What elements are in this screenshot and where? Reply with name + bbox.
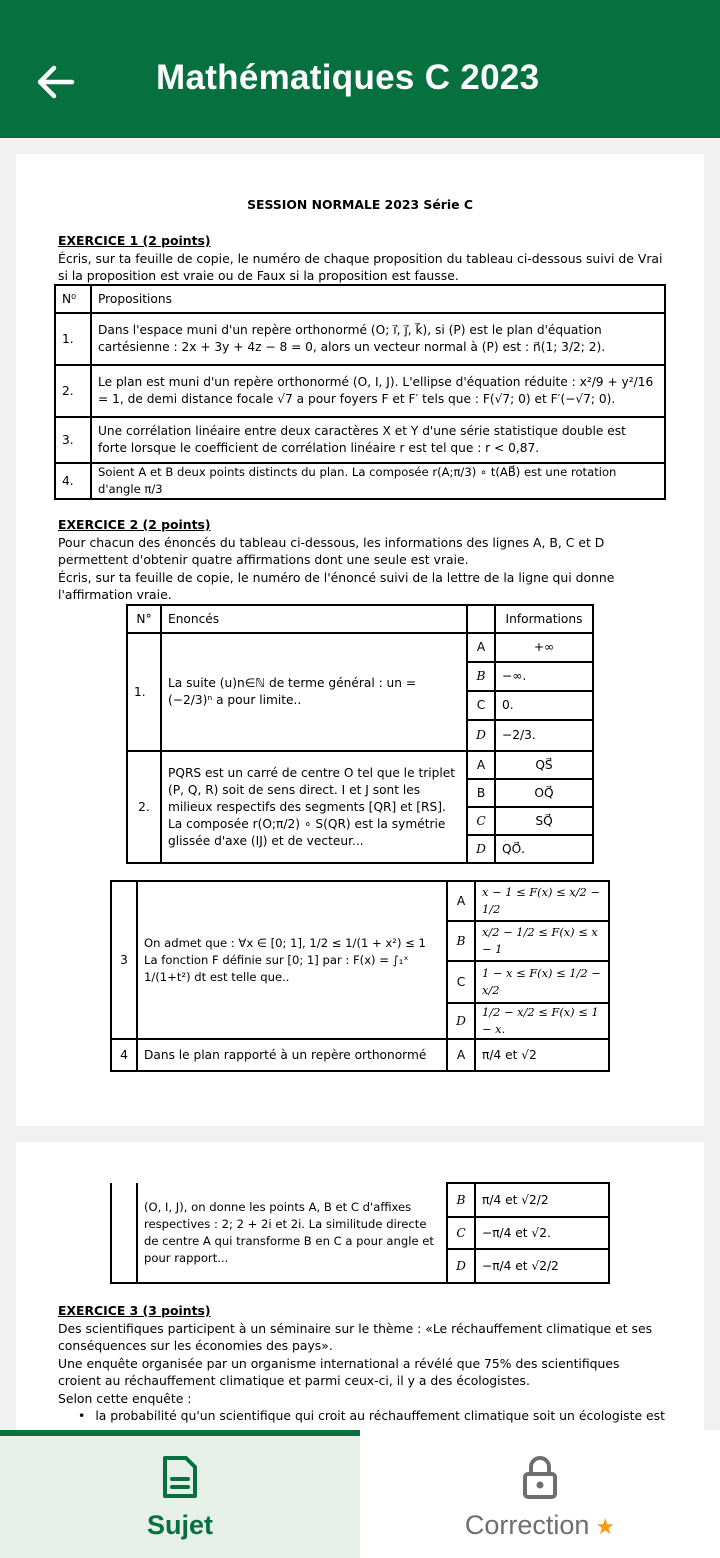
option-text: +∞ [495, 633, 593, 662]
exercise-1-table [54, 284, 666, 500]
back-button[interactable] [30, 56, 82, 108]
table-row [55, 463, 665, 499]
option-text: 1/2 − x/2 ≤ F(x) ≤ 1 − x. [475, 1003, 609, 1039]
table-header-row [55, 285, 665, 313]
question-num: 4 [111, 1039, 137, 1071]
option-letter: B [447, 921, 475, 961]
bullet-dot: • [78, 1408, 86, 1423]
option-text: SQ⃗ [495, 807, 593, 835]
exercise-3-bullet [58, 1407, 664, 1425]
tab-sujet-label: Sujet [146, 1510, 213, 1540]
table-row [111, 1183, 609, 1217]
exercise-1-intro [58, 232, 664, 285]
tab-sujet[interactable] [0, 1430, 360, 1558]
option-text: −π/4 et √2. [475, 1217, 609, 1249]
option-text: 1 − x ≤ F(x) ≤ 1/2 − x/2 [475, 961, 609, 1003]
question-num: 2. [127, 751, 161, 863]
star-icon: ★ [595, 1514, 616, 1539]
option-text: −π/4 et √2/2 [475, 1249, 609, 1283]
table-row [55, 365, 665, 417]
table-row [127, 633, 593, 662]
exercise-2-title: EXERCICE 2 (2 points) [58, 517, 211, 532]
option-letter: A [447, 881, 475, 921]
row-text: Soient A et B deux points distincts du plan. La composée r(A;π/3) ∘ t(AB⃗) est une rotation d'angle π/3 [91, 463, 665, 499]
tab-correction[interactable] [360, 1430, 720, 1558]
question-num-cont [111, 1183, 137, 1283]
option-text: 0. [495, 691, 593, 720]
option-letter: B [447, 1183, 475, 1217]
option-text: π/4 et √2/2 [475, 1183, 609, 1217]
row-num: 3. [55, 417, 91, 463]
question-num: 3 [111, 881, 137, 1039]
exercise-3-paragraph: Selon cette enquête : [58, 1390, 192, 1406]
document-page-2 [16, 1142, 704, 1442]
option-text: −2/3. [495, 720, 593, 751]
exercise-2-intro [58, 516, 664, 604]
header-propositions: Propositions [91, 285, 665, 313]
question-text: On admet que : ∀x ∈ [0; 1], 1/2 ≤ 1/(1 + x²) ≤ 1 La fonction F définie sur [0; 1] par : F(x) = ∫₁ˣ 1/(1+t²) dt est telle que.. [137, 881, 447, 1039]
option-letter: D [447, 1003, 475, 1039]
exercise-3-paragraph: Des scientifiques participent à un séminaire sur le thème : «Le réchauffement climatique et ses conséquences sur les économies des pays». [58, 1320, 653, 1353]
option-letter: C [447, 961, 475, 1003]
option-letter: A [467, 633, 495, 662]
option-letter: B [467, 779, 495, 807]
option-text: −∞. [495, 662, 593, 691]
option-letter: A [467, 751, 495, 779]
option-text: OQ⃗ [495, 779, 593, 807]
option-text: x − 1 ≤ F(x) ≤ x/2 − 1/2 [475, 881, 609, 921]
option-letter: C [467, 807, 495, 835]
question-text: (O, I, J), on donne les points A, B et C d'affixes respectives : 2; 2 + 2i et 2i. La similitude directe de centre A qui transforme B en C a pour angle et pour rapport... [137, 1183, 447, 1283]
exercise-2-table [126, 604, 594, 864]
header-letter [467, 605, 495, 633]
tab-correction-label-row [360, 1510, 720, 1541]
question-text: La suite (u)n∈ℕ de terme général : un = (−2/3)ⁿ a pour limite.. [161, 633, 467, 751]
table-row [55, 417, 665, 463]
question-text: Dans le plan rapporté à un repère orthonormé [137, 1039, 447, 1071]
option-text: x/2 − 1/2 ≤ F(x) ≤ x − 1 [475, 921, 609, 961]
row-text: Dans l'espace muni d'un repère orthonormé (O; i⃗, j⃗, k⃗), si (P) est le plan d'équation cartésienne : 2x + 3y + 4z − 8 = 0, alors un vecteur normal à (P) est : n⃗(1; 3/2; 2). [91, 313, 665, 365]
option-letter: C [467, 691, 495, 720]
row-text: Le plan est muni d'un repère orthonormé (O, I, J). L'ellipse d'équation réduite : x²/9 + y²/16 = 1, de demi distance focale √7 a pour foyers F et F′ tels que : F(√7; 0) et F′(−√7; 0). [91, 365, 665, 417]
exercise-2-table-continued-2 [110, 1182, 610, 1284]
row-text: Une corrélation linéaire entre deux caractères X et Y d'une série statistique double est forte lorsque le coefficient de corrélation linéaire r est tel que : r < 0,87. [91, 417, 665, 463]
bottom-navigation [0, 1430, 720, 1558]
exercise-2-table-continued [110, 880, 610, 1072]
active-tab-indicator [0, 1430, 360, 1436]
exercise-3-paragraph: Une enquête organisée par un organisme international a révélé que 75% des scientifiques croient au réchauffement climatique et parmi ceux-ci, il y a des écologistes. [58, 1355, 620, 1388]
option-letter: D [467, 835, 495, 863]
question-num: 1. [127, 633, 161, 751]
option-text: QS⃗ [495, 751, 593, 779]
exercise-1-text: Écris, sur ta feuille de copie, le numéro de chaque proposition du tableau ci-dessous suivi de Vrai si la proposition est vraie ou de Faux si la proposition est fausse. [58, 250, 663, 283]
table-row [111, 881, 609, 921]
option-text: QO⃗. [495, 835, 593, 863]
page-title: Mathématiques C 2023 [156, 58, 540, 97]
row-num: 2. [55, 365, 91, 417]
option-letter: C [447, 1217, 475, 1249]
question-text: PQRS est un carré de centre O tel que le triplet (P, Q, R) soit de sens direct. I et J sont les milieux respectifs des segments [QR] et [RS]. La composée r(O;π/2) ∘ S(QR) est la symétrie glissée d'axe (IJ) et de vecteur... [161, 751, 467, 863]
option-letter: D [447, 1249, 475, 1283]
table-row [111, 1039, 609, 1071]
row-num: 4. [55, 463, 91, 499]
bullet-text: la probabilité qu'un scientifique qui croit au réchauffement climatique soit un écologiste est [95, 1408, 665, 1423]
exercise-2-text-1: Pour chacun des énoncés du tableau ci-dessous, les informations des lignes A, B, C et D permettent d'obtenir quatre affirmations dont une seule est vraie. [58, 534, 605, 567]
exercise-2-text-2: Écris, sur ta feuille de copie, le numéro de l'énoncé suivi de la lettre de la ligne qui donne l'affirmation vraie. [58, 569, 615, 602]
header-informations: Informations [495, 605, 593, 633]
option-text: π/4 et √2 [475, 1039, 609, 1071]
tab-correction-label: Correction [464, 1510, 590, 1540]
exercise-1-title: EXERCICE 1 (2 points) [58, 233, 211, 248]
document-page-1 [16, 154, 704, 1126]
header-num: N⁰ [55, 285, 91, 313]
lock-icon [520, 1454, 560, 1500]
app-bar [0, 0, 720, 138]
exercise-3-title: EXERCICE 3 (3 points) [58, 1303, 211, 1318]
table-row [127, 751, 593, 779]
arrow-left-icon [36, 62, 76, 102]
exercise-3 [58, 1302, 664, 1425]
table-row [55, 313, 665, 365]
document-icon [160, 1454, 200, 1500]
table-header-row [127, 605, 593, 633]
header-num: N° [127, 605, 161, 633]
option-letter: B [467, 662, 495, 691]
option-letter: A [447, 1039, 475, 1071]
row-num: 1. [55, 313, 91, 365]
session-title: SESSION NORMALE 2023 Série C [247, 197, 473, 212]
header-enonces: Enoncés [161, 605, 467, 633]
option-letter: D [467, 720, 495, 751]
